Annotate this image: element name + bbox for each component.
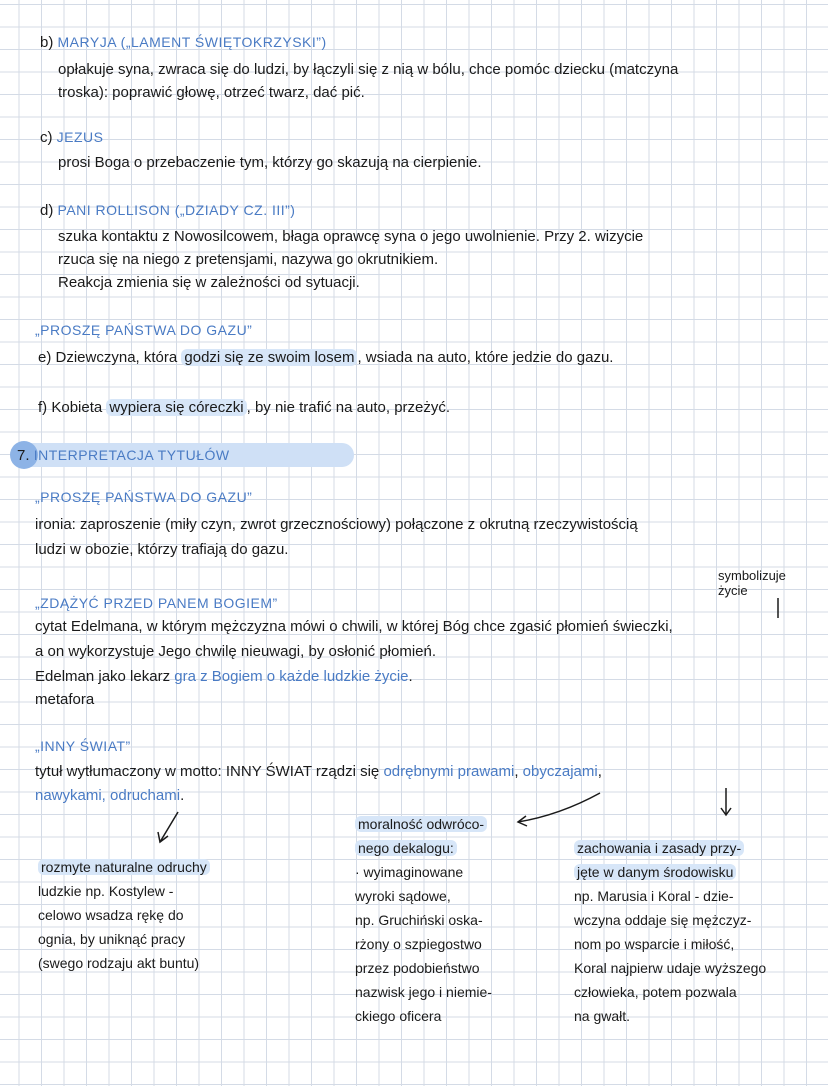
text-line: tytuł wytłumaczony w motto: INNY ŚWIAT rządzi się odrębnymi prawami, obyczajami, (35, 763, 602, 780)
chapter-title: INTERPRETACJA TYTUŁÓW (33, 447, 230, 463)
arrow-icon (518, 793, 600, 826)
note-line: życie (718, 583, 748, 598)
highlighted-text: wypiera się córeczki (106, 399, 246, 416)
text-line: szuka kontaktu z Nowosilcowem, błaga oprawcę syna o jego uwolnienie. Przy 2. wizycie (58, 228, 644, 245)
col-line: Koral najpierw udaje wyższego (574, 960, 767, 976)
text: , by nie trafić na auto, przeżyć. (246, 399, 451, 416)
col-line: wyroki sądowe, (355, 888, 451, 904)
chapter-number: 7. (17, 447, 30, 464)
col-line: na gwałt. (574, 1008, 631, 1024)
text-line: troska): poprawić głowę, otrzeć twarz, dać pić. (58, 84, 365, 101)
col-line: nom po wsparcie i miłość, (574, 936, 735, 952)
text-line: metafora (35, 691, 95, 708)
item-label: e) (38, 349, 52, 366)
col-line: np. Gruchiński oska- (355, 912, 483, 928)
item-title: PANI ROLLISON („DZIADY CZ. III”) (57, 202, 296, 218)
item-label: b) (40, 34, 54, 51)
subheading: „INNY ŚWIAT” (35, 738, 131, 754)
col-line: nazwisk jego i niemie- (355, 984, 492, 1000)
text-line: opłakuje syna, zwraca się do ludzi, by łączyli się z nią w bólu, chce pomóc dziecku (matczyna (58, 61, 679, 78)
item-title: JEZUS (56, 129, 104, 145)
text-line: Reakcja zmienia się w zależności od sytuacji. (58, 274, 360, 291)
item-title: MARYJA („LAMENT ŚWIĘTOKRZYSKI”) (57, 34, 327, 50)
note-line: symbolizuje (718, 568, 786, 583)
col-line: · wyimaginowane (355, 864, 464, 880)
item-label: d) (40, 202, 54, 219)
text: , wsiada na auto, które jedzie do gazu. (357, 349, 614, 366)
col-line: moralność odwróco- (355, 816, 487, 832)
col-line: ludzkie np. Kostylew - (38, 883, 174, 899)
text: tytuł wytłumaczony w motto: INNY ŚWIAT rządzi się (35, 763, 384, 780)
blue-text: odrębnymi prawami (383, 763, 515, 780)
col-line: wczyna oddaje się mężczyz- (574, 912, 752, 928)
text-line: a on wykorzystuje Jego chwilę nieuwagi, by osłonić płomień. (35, 643, 437, 660)
col-line: jęte w danym środowisku (574, 864, 736, 880)
text-line: Edelman jako lekarz gra z Bogiem o każde ludzkie życie. (35, 668, 413, 685)
arrow-icon (721, 788, 731, 815)
text-line: prosi Boga o przebaczenie tym, którzy go skazują na cierpienie. (58, 154, 482, 171)
col-line: zachowania i zasady przy- (574, 840, 744, 856)
text: Dziewczyna, która (55, 349, 182, 366)
highlighted-text: godzi się ze swoim losem (181, 349, 357, 366)
text-line: rzuca się na niego z pretensjami, nazywa go okrutnikiem. (58, 251, 439, 268)
col-line: ckiego oficera (355, 1008, 442, 1024)
subheading: „PROSZĘ PAŃSTWA DO GAZU” (35, 489, 253, 505)
col-line: np. Marusia i Koral - dzie- (574, 888, 734, 904)
text-line: nawykami, odruchami. (35, 787, 185, 804)
text-line: ludzi w obozie, którzy trafiają do gazu. (35, 541, 289, 558)
col-line: (swego rodzaju akt buntu) (38, 955, 200, 971)
item-label: f) (38, 399, 48, 416)
text-line: ironia: zaproszenie (miły czyn, zwrot grzecznościowy) połączone z okrutną rzeczywistością (35, 516, 638, 533)
col-line: nego dekalogu: (355, 840, 457, 856)
text: Kobieta (51, 399, 107, 416)
col-line: człowieka, potem pozwala (574, 984, 737, 1000)
col-line: przez podobieństwo (355, 960, 480, 976)
col-line: rżony o szpiegostwo (355, 936, 482, 952)
blue-text: nawykami, odruchami (35, 787, 181, 804)
blue-text: gra z Bogiem o każde ludzkie życie (174, 668, 409, 685)
item-label: c) (40, 129, 53, 146)
col-line: ognia, by uniknąć pracy (38, 931, 186, 947)
blue-text: obyczajami (522, 763, 598, 780)
text-line: cytat Edelmana, w którym mężczyzna mówi o chwili, w której Bóg chce zgasić płomień świeczki, (35, 618, 673, 635)
col-line: rozmyte naturalne odruchy (38, 859, 210, 875)
subheading: „ZDĄŻYĆ PRZED PANEM BOGIEM” (35, 595, 278, 611)
text: Edelman jako lekarz (35, 668, 175, 685)
col-line: celowo wsadza rękę do (38, 907, 184, 923)
subheading: „PROSZĘ PAŃSTWA DO GAZU” (35, 322, 253, 338)
arrow-icon (158, 812, 178, 842)
